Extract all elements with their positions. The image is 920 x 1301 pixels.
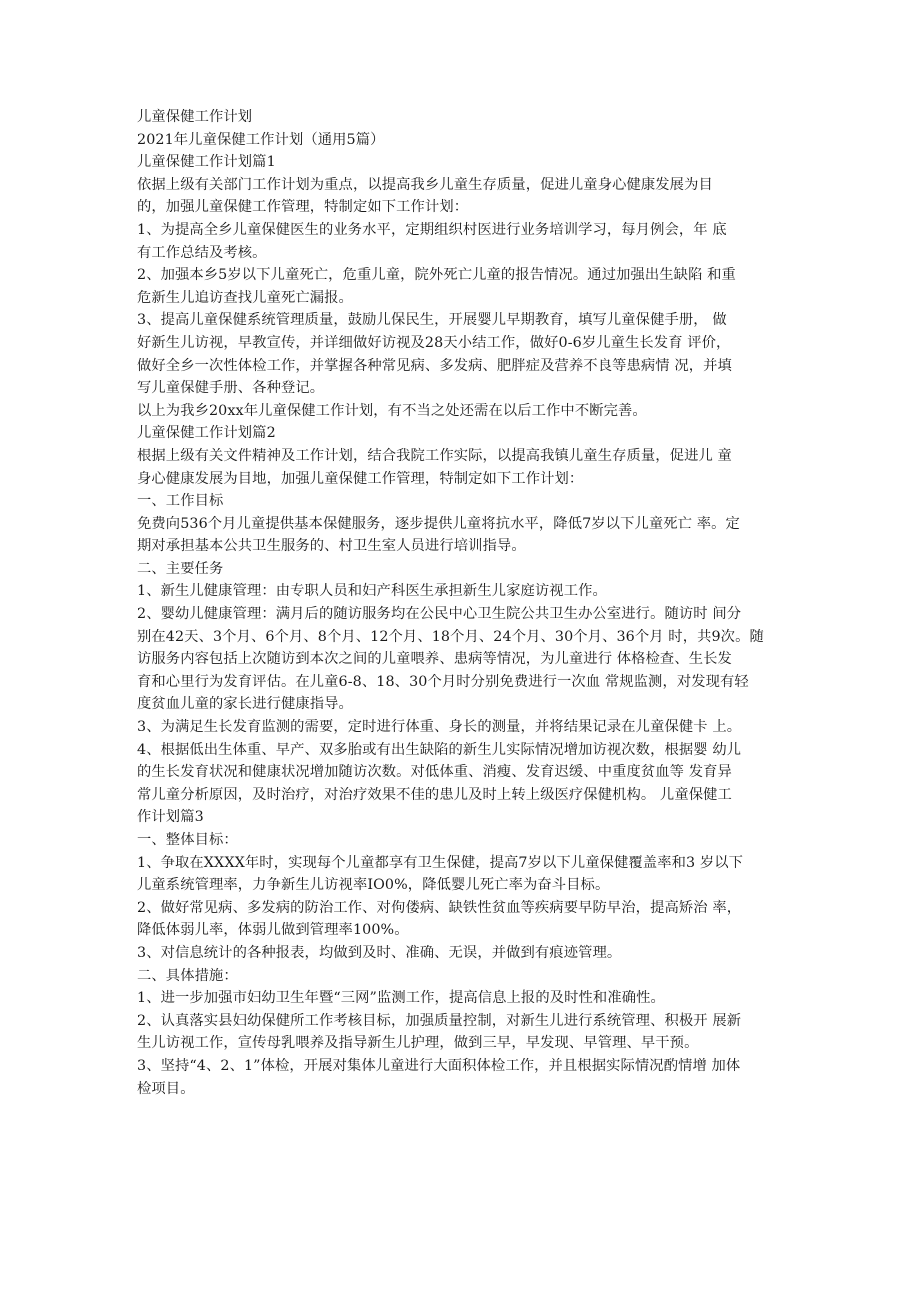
text-line: 2、做好常见病、多发病的防治工作、对佝偻病、缺铁性贫血等疾病要早防早治，提高矫治 率， (137, 899, 742, 916)
subheading: 一、整体目标： (137, 832, 238, 848)
text-line: 3、坚持“4、2、1”体检，开展对集体儿童进行大面积体检工作，并且根据实际情况酌情增 加体 (137, 1057, 741, 1074)
text-line: 1、进一步加强市妇幼卫生年暨“三网”监测工作，提高信息上报的及时性和准确性。 (137, 990, 665, 1007)
text-line: 4、根据低出生体重、早产、双多胎或有出生缺陷的新生儿实际情况增加访视次数，根据婴 幼儿 (137, 741, 742, 758)
subheading: 二、主要任务 (137, 560, 224, 577)
subheading: 二、具体措施： (137, 967, 238, 984)
text-line: 做好全乡一次性体检工作，并掌握各种常见病、多发病、肥胖症及营养不良等患病情 况，并填 (137, 357, 732, 374)
text-line: 3、为满足生长发育监测的需要，定时进行体重、身长的测量，并将结果记录在儿童保健卡 上。 (137, 719, 742, 736)
text-line: 2、加强本乡5岁以下儿童死亡，危重儿童，院外死亡儿童的报告情况。通过加强出生缺陷 和重 (137, 267, 736, 284)
text-line: 1、新生儿健康管理：由专职人员和妇产科医生承担新生儿家庭访视工作。 (137, 583, 607, 600)
text-line: 度贫血儿童的家长进行健康指导。 (137, 696, 353, 713)
text-line: 危新生儿追访查找儿童死亡漏报。 (137, 289, 353, 306)
text-line: 依据上级有关部门工作计划为重点，以提高我乡儿童生存质量，促进儿童身心健康发展为目 (137, 176, 713, 193)
section-heading-3: 作计划篇3 (137, 809, 204, 826)
text-line: 别在42天、3个月、6个月、8个月、12个月、18个月、24个月、30个月、36个月 时，共9次。随 (137, 628, 764, 645)
text-line: 免费向536个月儿童提供基本保健服务，逐步提供儿童将抗水平，降低7岁以下儿童死亡 率。定 (137, 515, 740, 532)
text-line: 降低体弱儿率，体弱儿做到管理率100%。 (137, 922, 409, 939)
text-line: 育和心里行为发育评估。在儿童6-8、18、30个月时分别免费进行一次血 常规监测，对发现有轻 (137, 673, 749, 690)
text-line: 3、提高儿童保健系统管理质量，鼓励儿保民生，开展婴儿早期教育，填写儿童保健手册， 做 (137, 312, 727, 329)
text-line: 的，加强儿童保健工作管理，特制定如下工作计划： (137, 199, 469, 216)
text-line: 1、争取在XXXX年时，实现每个儿童都享有卫生保健，提高7岁以下儿童保健覆盖率和3 岁以下 (137, 854, 744, 871)
text-line: 以上为我乡20xx年儿童保健工作计划，有不当之处还需在以后工作中不断完善。 (137, 402, 647, 419)
text-line: 2、认真落实县妇幼保健所工作考核目标，加强质量控制，对新生儿进行系统管理、积极开 展新 (137, 1012, 742, 1029)
text-line: 根据上级有关文件精神及工作计划，结合我院工作实际，以提高我镇儿童生存质量，促进儿 童 (137, 447, 732, 464)
section-heading-2: 儿童保健工作计划篇2 (137, 425, 276, 442)
text-line: 儿童系统管理率，力争新生儿访视率IO0%，降低婴儿死亡率为奋斗目标。 (137, 877, 610, 894)
text-line: 1、为提高全乡儿童保健医生的业务水平，定期组织村医进行业务培训学习，每月例会，年 底 (137, 221, 727, 238)
text-line: 写儿童保健手册、各种登记。 (137, 380, 325, 397)
subheading: 一、工作目标 (137, 493, 224, 510)
text-line: 好新生儿访视，早教宣传，并详细做好访视及28天小结工作，做好0-6岁儿童生长发育 评价， (137, 334, 731, 351)
doc-title: 儿童保健工作计划 (137, 109, 253, 125)
text-line: 生儿访视工作，宣传母乳喂养及指导新生儿护理，做到三早，早发现、早管理、早干预。 (137, 1035, 699, 1052)
text-line: 常儿童分析原因，及时治疗，对治疗效果不佳的患儿及时上转上级医疗保健机构。 儿童保健工 (137, 786, 732, 803)
text-line: 的生长发育状况和健康状况增加随访次数。对低体重、消瘦、发育迟缓、中重度贫血等 发育异 (137, 764, 732, 781)
section-heading-1: 儿童保健工作计划篇1 (137, 154, 276, 171)
text-line: 检项目。 (137, 1080, 195, 1097)
document-body (137, 106, 797, 1100)
text-line: 访服务内容包括上次随访到本次之间的儿童喂养、患病等情况，为儿童进行 体格检查、生长发 (137, 651, 732, 668)
text-line: 期对承担基本公共卫生服务的、村卫生室人员进行培训指导。 (137, 538, 526, 555)
text-line: 有工作总结及考核。 (137, 244, 267, 261)
doc-subtitle: 2021年儿童保健工作计划（通用5篇） (137, 131, 385, 148)
text-line: 3、对信息统计的各种报表，均做到及时、准确、无误，并做到有痕迹管理。 (137, 944, 622, 961)
text-line: 2、婴幼儿健康管理：满月后的随访服务均在公民中心卫生院公共卫生办公室进行。随访时 间分 (137, 606, 742, 623)
text-line: 身心健康发展为目地，加强儿童保健工作管理，特制定如下工作计划： (137, 470, 584, 487)
